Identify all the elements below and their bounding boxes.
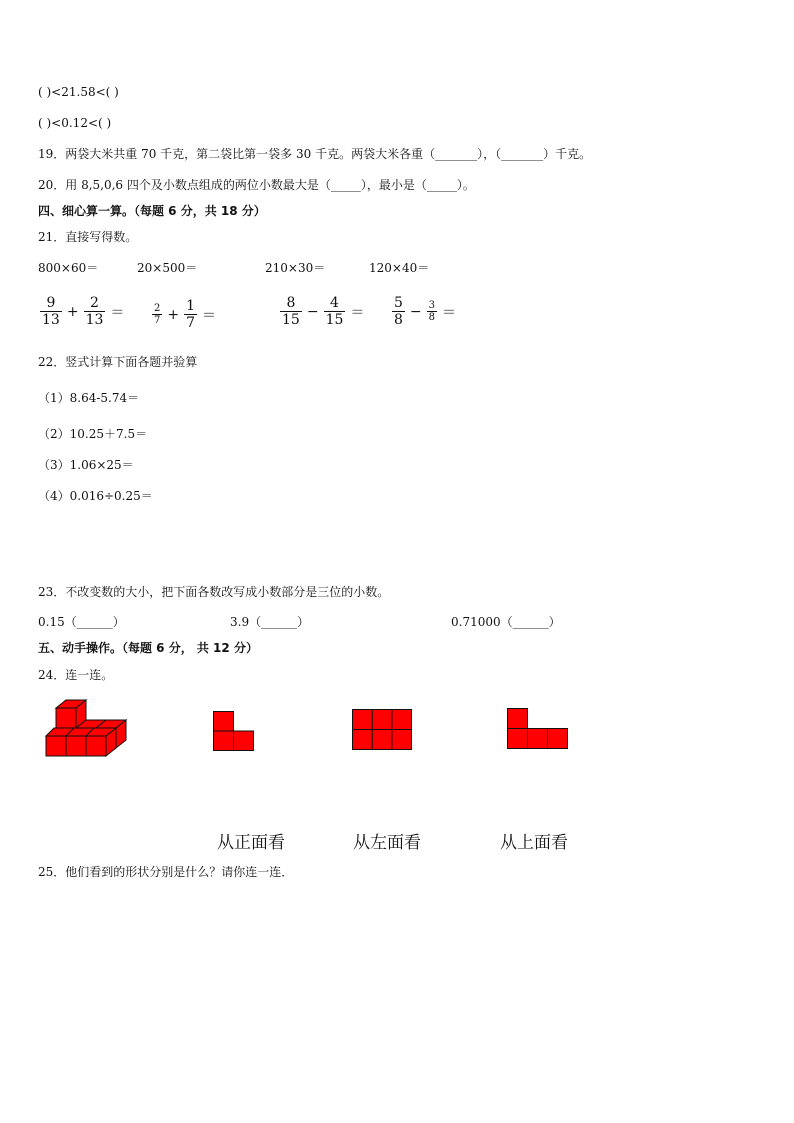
section-5-title: 五、动手操作。（每题 6 分， 共 12 分）	[38, 641, 258, 655]
numerator: 4	[330, 295, 339, 311]
equals: ＝	[350, 304, 365, 321]
question-21-title: 21．直接写得数。	[38, 230, 138, 244]
calc-2: 20×500＝	[137, 261, 198, 275]
numerator: 1	[186, 298, 196, 314]
numerator: 2	[154, 303, 161, 314]
operator: +	[66, 303, 79, 320]
denominator: 7	[154, 315, 161, 326]
view-shape-long-l	[507, 708, 568, 749]
question-23-title: 23．不改变数的大小，把下面各数改写成小数部分是三位的小数。	[38, 585, 390, 599]
question-24-title: 24．连一连。	[38, 668, 114, 682]
vertical-calc-2: （2）10.25＋7.5＝	[38, 427, 148, 441]
label-front-view: 从正面看	[217, 833, 285, 853]
equals: ＝	[202, 307, 217, 324]
denominator: 13	[42, 312, 60, 328]
question-20: 20．用 8,5,0,6 四个及小数点组成的两位小数最大是（_____），最小是（_____）。	[38, 178, 475, 192]
view-shape-l	[213, 711, 255, 751]
operator: −	[306, 303, 319, 320]
view-shape-rectangle	[352, 709, 412, 750]
fraction-expr-2	[150, 298, 219, 331]
inequality-line-1: ( )<21.58<( )	[38, 85, 119, 99]
rewrite-item-2: 3.9（______）	[230, 615, 310, 629]
numerator: 5	[394, 295, 403, 311]
numerator: 9	[46, 295, 56, 311]
question-19: 19．两袋大米共重 70 千克，第二袋比第一袋多 30 千克。两袋大米各重（_______），（_______）千克。	[38, 147, 592, 161]
operator: −	[409, 303, 422, 320]
fraction-expr-3	[278, 295, 367, 328]
equals: ＝	[110, 304, 125, 321]
question-25-title: 25．他们看到的形状分别是什么？请你连一连．	[38, 865, 294, 879]
denominator: 8	[428, 312, 436, 323]
numerator: 2	[90, 295, 99, 311]
denominator: 15	[282, 312, 300, 328]
vertical-calc-3: （3）1.06×25＝	[38, 458, 134, 472]
rewrite-item-1: 0.15（______）	[38, 615, 125, 629]
vertical-calc-1: （1）8.64-5.74＝	[38, 391, 140, 405]
section-4-title: 四、细心算一算。（每题 6 分，共 18 分）	[38, 204, 266, 218]
denominator: 8	[394, 312, 403, 328]
denominator: 7	[186, 315, 196, 331]
label-top-view: 从上面看	[500, 833, 568, 853]
calc-1: 800×60＝	[38, 261, 99, 275]
equals: ＝	[442, 304, 457, 321]
numerator: 8	[286, 295, 296, 311]
operator: +	[167, 306, 180, 323]
cube-stack-figure	[44, 698, 128, 758]
calc-4: 120×40＝	[369, 261, 430, 275]
question-22-title: 22．竖式计算下面各题并验算	[38, 355, 198, 369]
label-left-view: 从左面看	[353, 833, 421, 853]
vertical-calc-4: （4）0.016÷0.25＝	[38, 489, 153, 503]
rewrite-item-3: 0.71000（______）	[451, 615, 561, 629]
denominator: 15	[325, 312, 344, 328]
denominator: 13	[85, 312, 104, 328]
numerator: 3	[428, 300, 436, 311]
fraction-expr-4	[390, 295, 459, 328]
inequality-line-2: ( )<0.12<( )	[38, 116, 112, 130]
fraction-expr-1	[38, 295, 127, 328]
calc-3: 210×30＝	[265, 261, 326, 275]
